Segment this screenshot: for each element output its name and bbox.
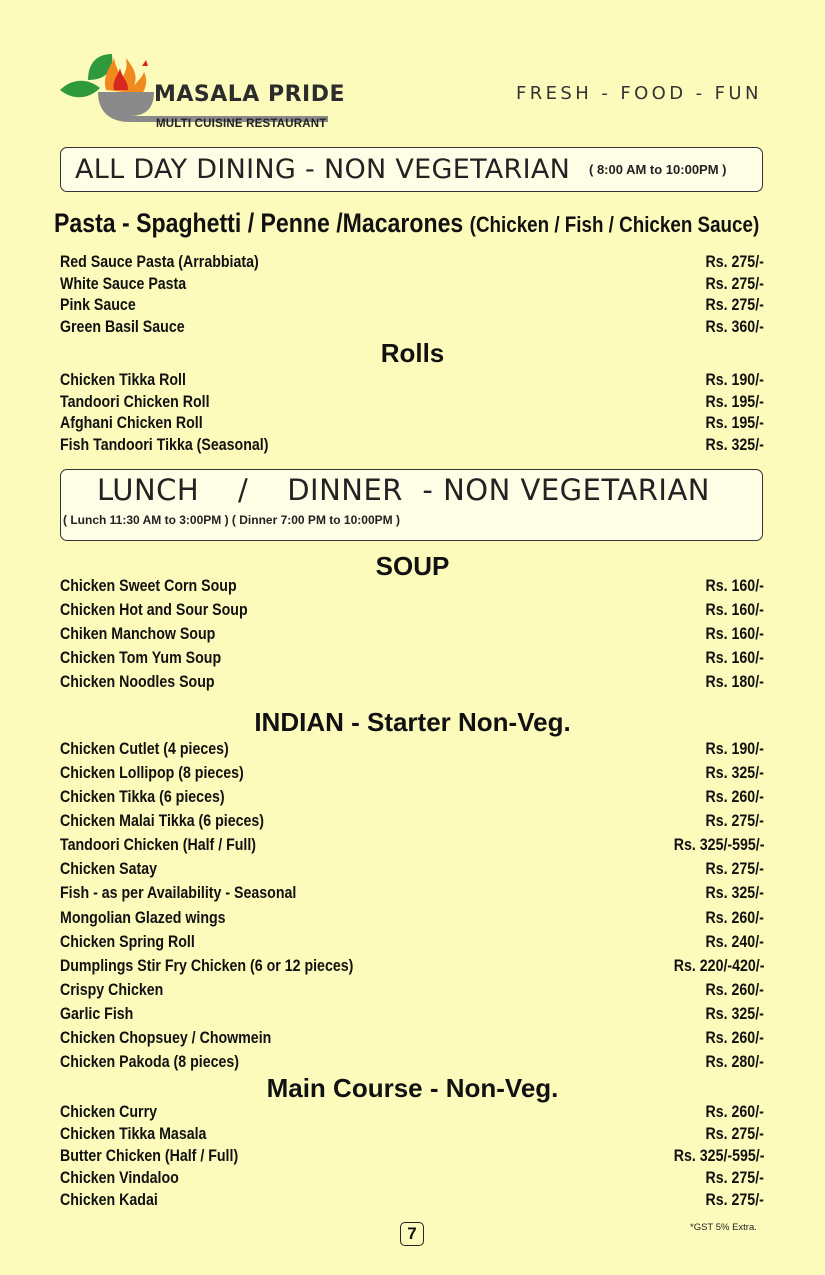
menu-item [60, 598, 764, 622]
item-name: Chicken Tom Yum Soup [60, 648, 222, 667]
menu-item [60, 274, 764, 296]
pasta-heading [54, 208, 759, 239]
menu-item [60, 392, 764, 414]
item-name: Chicken Tikka (6 pieces) [60, 787, 225, 806]
starter-heading: INDIAN - Starter Non-Veg. [254, 707, 571, 737]
menu-item [60, 737, 764, 761]
menu-item [60, 882, 764, 906]
item-price: Rs. 190/- [705, 371, 764, 390]
item-price: Rs. 325/-595/- [673, 836, 764, 855]
starter-list [60, 737, 764, 1075]
item-name: Afghani Chicken Roll [60, 414, 203, 433]
menu-item [60, 295, 764, 317]
item-name: Red Sauce Pasta (Arrabbiata) [60, 253, 259, 272]
lunch-dinner-banner [60, 469, 763, 541]
pasta-subtitle: (Chicken / Fish / Chicken Sauce) [469, 212, 760, 237]
main-course-heading: Main Course - Non-Veg. [266, 1073, 559, 1103]
menu-item [60, 370, 764, 392]
section-hours: ( 8:00 AM to 10:00PM ) [589, 162, 727, 177]
soup-list [60, 574, 764, 694]
gst-note: *GST 5% Extra. [690, 1222, 757, 1233]
menu-item [60, 1124, 764, 1146]
menu-item [60, 1167, 764, 1189]
menu-item [60, 252, 764, 274]
item-price: Rs. 325/- [705, 763, 764, 782]
item-name: Garlic Fish [60, 1005, 134, 1024]
page-number: 7 [400, 1222, 424, 1246]
menu-item [60, 413, 764, 435]
item-name: Chicken Lollipop (8 pieces) [60, 763, 244, 782]
menu-item [60, 1051, 764, 1075]
menu-item [60, 670, 764, 694]
item-name: Green Basil Sauce [60, 317, 185, 336]
item-price: Rs. 275/- [705, 1168, 764, 1187]
item-name: Pink Sauce [60, 296, 136, 315]
rolls-heading: Rolls [380, 338, 445, 368]
menu-item [60, 1027, 764, 1051]
menu-item [60, 809, 764, 833]
section-title: LUNCH / DINNER - NON VEGETARIAN [97, 473, 710, 507]
item-price: Rs. 275/- [705, 860, 764, 879]
logo-subtitle: MULTI CUISINE RESTAURANT [156, 118, 327, 130]
item-price: Rs. 275/- [705, 1125, 764, 1144]
item-name: Chicken Noodles Soup [60, 672, 215, 691]
item-name: Fish Tandoori Tikka (Seasonal) [60, 435, 269, 454]
item-price: Rs. 280/- [705, 1053, 764, 1072]
menu-item [60, 906, 764, 930]
main-course-list [60, 1102, 764, 1211]
item-price: Rs. 160/- [705, 624, 764, 643]
item-price: Rs. 325/- [705, 884, 764, 903]
menu-item [60, 622, 764, 646]
item-price: Rs. 360/- [705, 317, 764, 336]
item-name: Chicken Satay [60, 860, 158, 879]
tagline: FRESH - FOOD - FUN [516, 83, 762, 104]
item-name: Chicken Malai Tikka (6 pieces) [60, 811, 265, 830]
item-price: Rs. 160/- [705, 576, 764, 595]
menu-item [60, 317, 764, 339]
item-name: Fish - as per Availability - Seasonal [60, 884, 297, 903]
menu-item [60, 1189, 764, 1211]
item-price: Rs. 275/- [705, 253, 764, 272]
item-name: Crispy Chicken [60, 980, 164, 999]
item-price: Rs. 275/- [705, 296, 764, 315]
item-name: Butter Chicken (Half / Full) [60, 1146, 239, 1165]
item-price: Rs. 325/- [705, 435, 764, 454]
leaf-icon [60, 54, 112, 97]
item-price: Rs. 195/- [705, 414, 764, 433]
logo-title: MASALA PRIDE [154, 82, 346, 107]
item-price: Rs. 160/- [705, 600, 764, 619]
pasta-title: Pasta - Spaghetti / Penne /Macarones [54, 208, 464, 238]
item-price: Rs. 275/- [705, 811, 764, 830]
all-day-dining-banner [60, 147, 763, 192]
item-name: Chicken Pakoda (8 pieces) [60, 1053, 240, 1072]
item-price: Rs. 260/- [705, 980, 764, 999]
item-name: Chicken Tikka Masala [60, 1125, 207, 1144]
menu-item [60, 930, 764, 954]
item-name: Chiken Manchow Soup [60, 624, 216, 643]
item-name: Chicken Curry [60, 1103, 158, 1122]
item-price: Rs. 275/- [705, 1190, 764, 1209]
item-name: Chicken Cutlet (4 pieces) [60, 739, 229, 758]
item-name: Dumplings Stir Fry Chicken (6 or 12 pieces) [60, 956, 354, 975]
menu-item [60, 1102, 764, 1124]
menu-item [60, 978, 764, 1002]
item-price: Rs. 260/- [705, 908, 764, 927]
menu-item [60, 1003, 764, 1027]
rolls-list [60, 370, 764, 456]
soup-heading: SOUP [375, 551, 450, 581]
item-name: Chicken Chopsuey / Chowmein [60, 1029, 272, 1048]
item-price: Rs. 260/- [705, 1029, 764, 1048]
item-price: Rs. 275/- [705, 274, 764, 293]
item-name: Chicken Spring Roll [60, 932, 195, 951]
item-price: Rs. 260/- [705, 1103, 764, 1122]
item-price: Rs. 180/- [705, 672, 764, 691]
item-name: Tandoori Chicken (Half / Full) [60, 836, 257, 855]
item-price: Rs. 160/- [705, 648, 764, 667]
pasta-list [60, 252, 764, 338]
section-title: ALL DAY DINING - NON VEGETARIAN [75, 154, 571, 185]
menu-item [60, 834, 764, 858]
item-price: Rs. 325/- [705, 1005, 764, 1024]
menu-item [60, 646, 764, 670]
menu-item [60, 954, 764, 978]
item-name: Chicken Vindaloo [60, 1168, 179, 1187]
item-name: White Sauce Pasta [60, 274, 187, 293]
item-price: Rs. 260/- [705, 787, 764, 806]
menu-item [60, 435, 764, 457]
item-name: Chicken Sweet Corn Soup [60, 576, 237, 595]
item-price: Rs. 240/- [705, 932, 764, 951]
item-name: Chicken Tikka Roll [60, 371, 186, 390]
item-price: Rs. 195/- [705, 392, 764, 411]
item-price: Rs. 220/-420/- [673, 956, 764, 975]
menu-item [60, 761, 764, 785]
item-name: Chicken Hot and Sour Soup [60, 600, 248, 619]
item-name: Mongolian Glazed wings [60, 908, 226, 927]
section-hours: ( Lunch 11:30 AM to 3:00PM ) ( Dinner 7:00 PM to 10:00PM ) [63, 513, 400, 527]
menu-item [60, 785, 764, 809]
menu-item [60, 574, 764, 598]
item-name: Tandoori Chicken Roll [60, 392, 210, 411]
item-price: Rs. 190/- [705, 739, 764, 758]
item-price: Rs. 325/-595/- [673, 1146, 764, 1165]
item-name: Chicken Kadai [60, 1190, 158, 1209]
menu-item [60, 858, 764, 882]
menu-item [60, 1146, 764, 1168]
